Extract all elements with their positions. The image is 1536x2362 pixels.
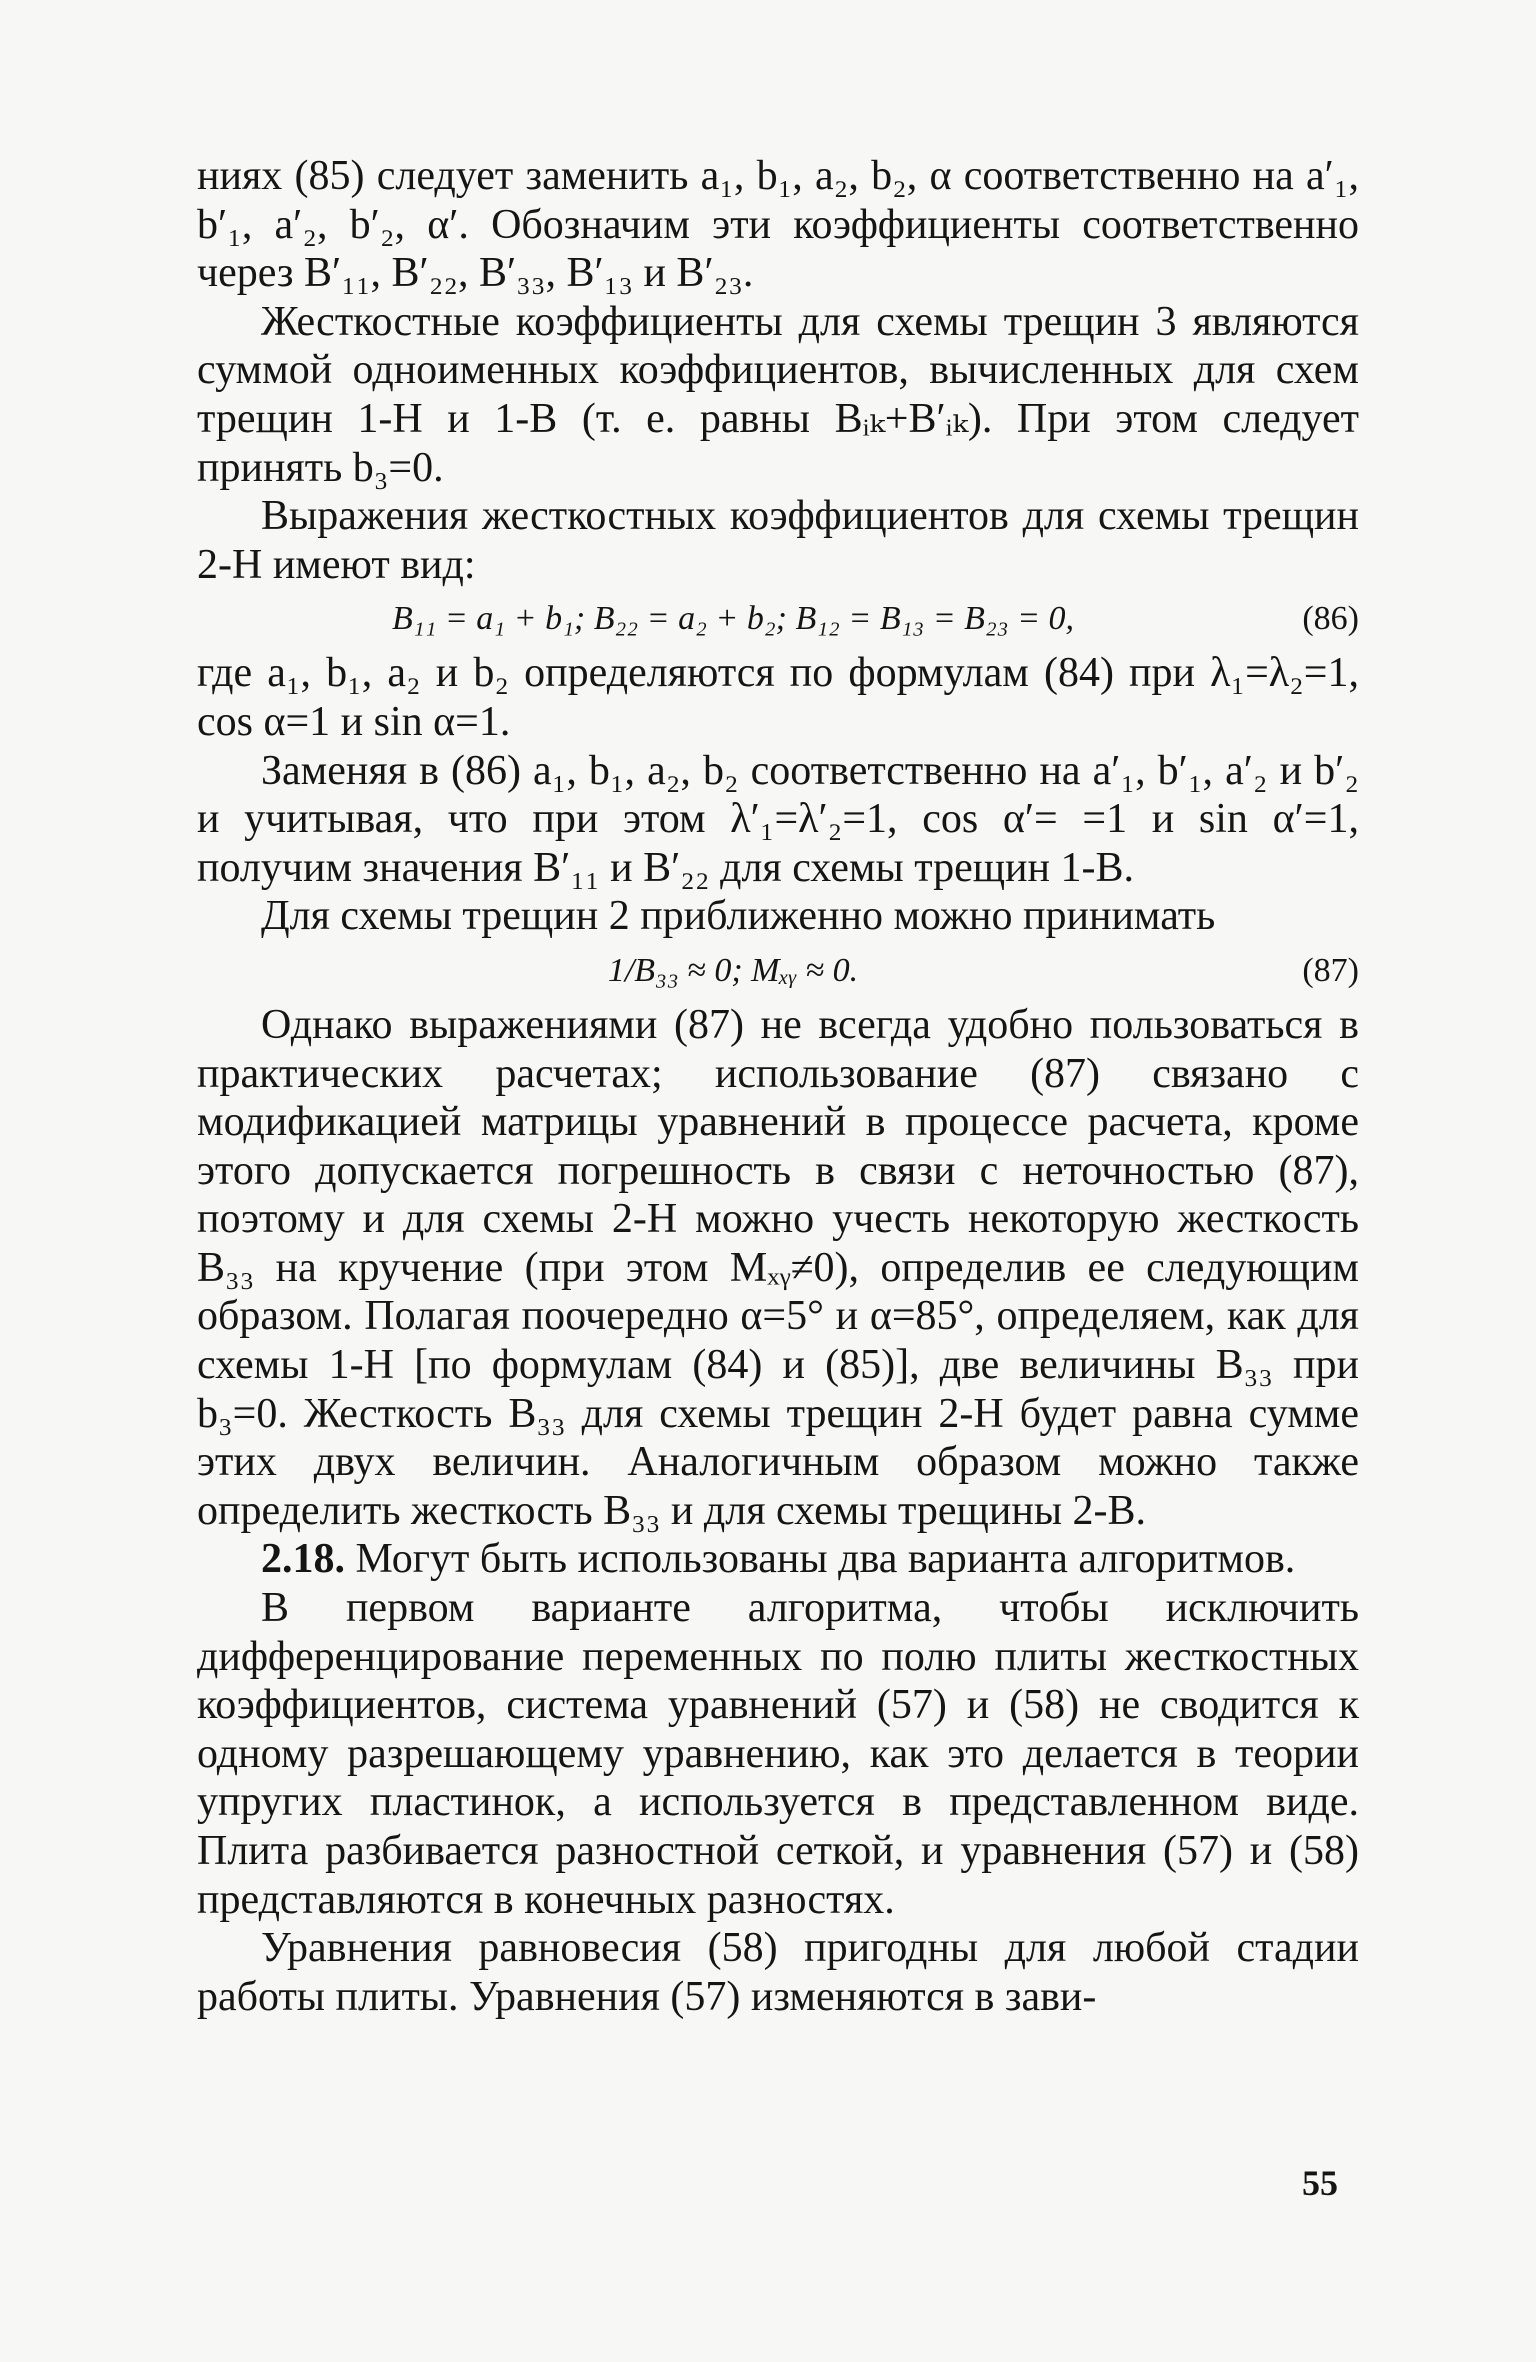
section-number: 2.18.: [261, 1536, 345, 1583]
paragraph-replacing: Заменяя в (86) a₁, b₁, a₂, b₂ соответственно на a′₁, b′₁, a′₂ и b′₂ и учитывая, что при этом λ′₁=λ′₂=1, cos α′= =1 и sin α′=1, получим значения B′₁₁ и B′₂₂ для схемы трещин 1-В.: [197, 747, 1359, 891]
paragraph-equilibrium: Уравнения равновесия (58) пригодны для любой стадии работы плиты. Уравнения (57) изменяются в зави-: [197, 1925, 1359, 2020]
paragraph-scheme-2: Для схемы трещин 2 приближенно можно принимать: [261, 893, 1216, 940]
formula-86: [197, 589, 1359, 649]
formula-87-number: (87): [1302, 951, 1359, 989]
formula-87: [197, 941, 1359, 1001]
formula-86-body: B₁₁ = a₁ + b₁; B₂₂ = a₂ + b₂; B₁₂ = B₁₃ = B₂₃ = 0,: [391, 600, 1075, 638]
formula-86-number: (86): [1302, 600, 1359, 638]
page-number: 55: [1302, 2163, 1338, 2203]
paragraph-however: Однако выражениями (87) не всегда удобно пользоваться в практических расчетах; использование (87) связано с модификацией матрицы уравнений в процессе расчета, кроме этого допускается погрешность в связи с неточностью (87), поэтому и для схемы 2-Н можно учесть некоторую жесткость B₃₃ на кручение (при этом Mₓᵧ≠0), определив ее следующим образом. Полагая поочередно α=5° и α=85°, определяем, как для схемы 1-Н [по формулам (84) и (85)], две величины B₃₃ при b₃=0. Жесткость B₃₃ для схемы трещин 2-Н будет равна сумме этих двух величин. Аналогичным образом можно также определить жесткость B₃₃ и для схемы трещины 2-В.: [197, 1001, 1359, 1534]
paragraph-first-variant: В первом варианте алгоритма, чтобы исключить дифференцирование переменных по полю плиты жесткостных коэффициентов, система уравнений (57) и (58) не сводится к одному разрешающему уравнению, как это делается в теории упругих пластинок, а используется в представленном виде. Плита разбивается разностной сеткой, и уравнения (57) и (58) представляются в конечных разностях.: [197, 1585, 1359, 1923]
paragraph-continuation: ниях (85) следует заменить a₁, b₁, a₂, b₂, α соответственно на a′₁, b′₁, a′₂, b′₂, α′. Обозначим эти коэффициенты соответственно через B′₁₁, B′₂₂, B′₃₃, B′₁₃ и B′₂₃.: [197, 153, 1359, 297]
section-2-18: [197, 1535, 1359, 1584]
paragraph-stiffness-scheme-3: Жесткостные коэффициенты для схемы трещин 3 являются суммой одноименных коэффициентов, вычисленных для схем трещин 1-Н и 1-В (т. е. равны Bᵢₖ+B′ᵢₖ). При этом следует принять b₃=0.: [197, 298, 1359, 491]
main-text: [197, 152, 1359, 2021]
section-text: Могут быть использованы два варианта алгоритмов.: [345, 1536, 1296, 1583]
paragraph-where: где a₁, b₁, a₂ и b₂ определяются по формулам (84) при λ₁=λ₂=1, cos α=1 и sin α=1.: [197, 650, 1359, 745]
formula-87-body: 1/B₃₃ ≈ 0; Mₓᵧ ≈ 0.: [607, 951, 859, 989]
paragraph-expressions-intro: Выражения жесткостных коэффициентов для схемы трещин 2-Н имеют вид:: [197, 493, 1359, 588]
